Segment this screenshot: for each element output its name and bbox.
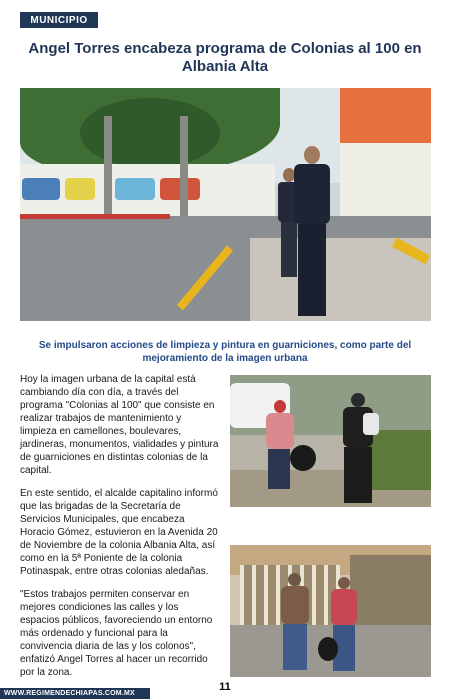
page-number: 11 xyxy=(219,681,231,693)
sweeping-photo xyxy=(230,545,431,677)
paragraph: En este sentido, el alcalde capitalino informó que las brigadas de la Secretaría de Servicios Municipales, que encabeza Horacio Gómez, estuvieron en la Avenida 20 de Noviembre de la colonia Albania Alta, así como en la 5ª Poniente de la colonia Potinaspak, entre otras colonias aledañas. xyxy=(20,488,218,577)
section-tag: MUNICIPIO xyxy=(20,12,98,28)
paragraph: Hoy la imagen urbana de la capital está cambiando día con día, a través del programa "Colonias al 100" que consiste en realizar trabajos de mantenimiento y limpieza en camellones, boulevares, jardineras, monumentos, vialidades y pintura de guarniciones en distintas colonias de la capital. xyxy=(20,374,219,476)
photo-caption: Se impulsaron acciones de limpieza y pintura en guarniciones, como parte del mejoramiento de la imagen urbana xyxy=(38,340,412,364)
cleaning-photo xyxy=(230,375,431,507)
footer-url[interactable]: WWW.REGIMENDECHIAPAS.COM.MX xyxy=(0,688,150,699)
main-photo xyxy=(20,88,431,321)
paragraph: "Estos trabajos permiten conservar en mejores condiciones las calles y los espacios públicos, favoreciendo un entorno más ordenado y funcional para la convivencia diaria de las y los colonos", enfatizó Angel Torres al hacer un recorrido por la zona. xyxy=(20,589,213,678)
headline: Angel Torres encabeza programa de Colonias al 100 en Albania Alta xyxy=(28,40,422,75)
article-body xyxy=(20,373,220,689)
